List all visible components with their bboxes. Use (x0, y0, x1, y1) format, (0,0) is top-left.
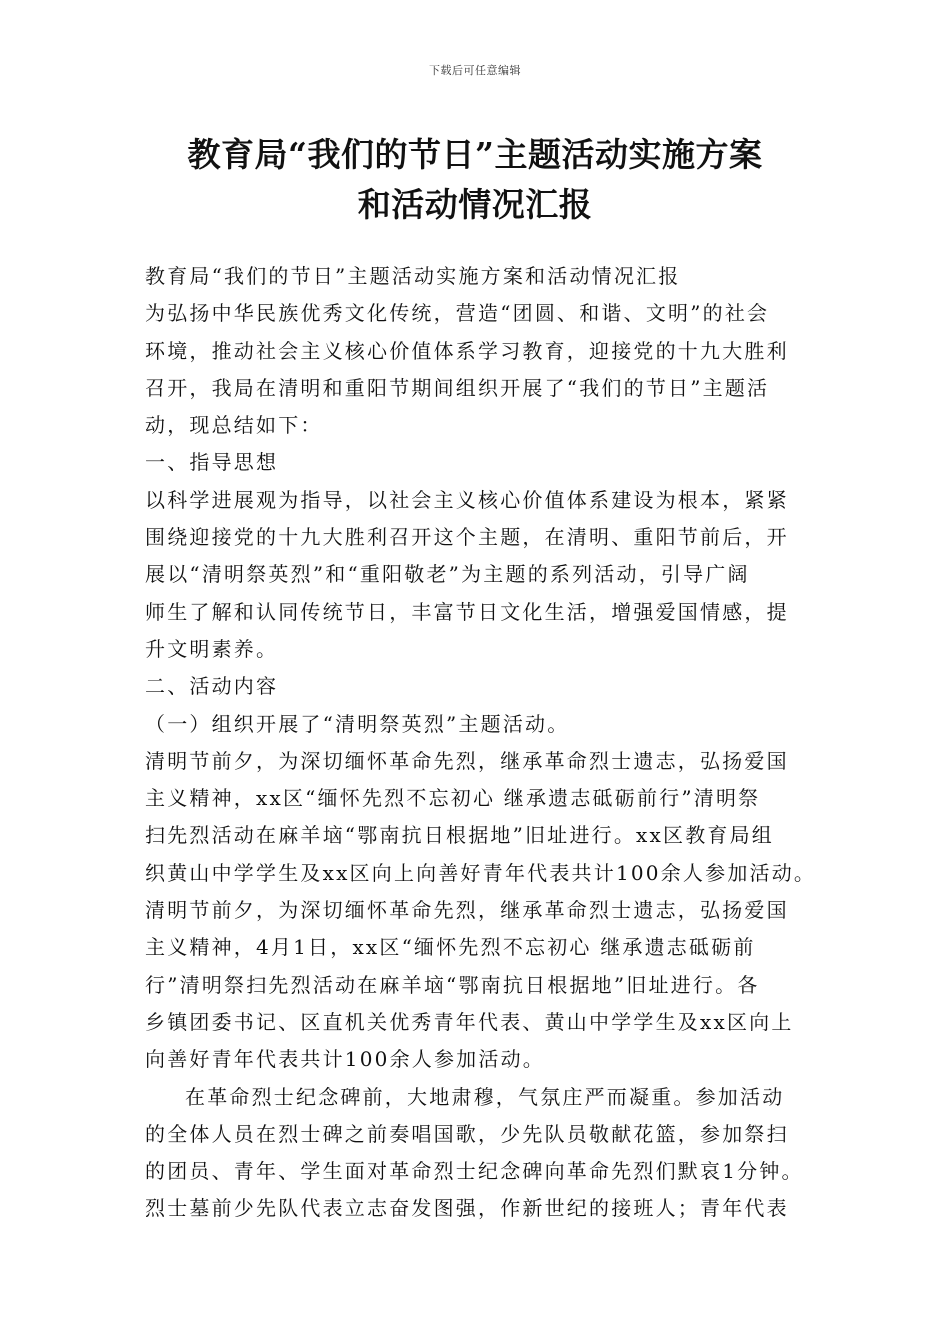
body-line: 升文明素养。 (145, 636, 279, 661)
body-line: 向善好青年代表共计100余人参加活动。 (145, 1047, 545, 1072)
document-title (120, 130, 830, 230)
body-line: 的全体人员在烈士碑之前奏唱国歌，少先队员敬献花篮，参加祭扫 (145, 1121, 789, 1146)
body-line: 展以“清明祭英烈”和“重阳敬老”为主题的系列活动，引导广阔 (145, 562, 750, 587)
body-line: 环境，推动社会主义核心价值体系学习教育，迎接党的十九大胜利 (145, 338, 789, 363)
section-heading: 二、活动内容 (145, 674, 279, 699)
document-body (145, 258, 817, 1228)
body-line: 扫先烈活动在麻羊垴“鄂南抗日根据地”旧址进行。xx区教育局组 (145, 823, 775, 848)
body-line: 围绕迎接党的十九大胜利召开这个主题，在清明、重阳节前后，开 (145, 525, 789, 550)
subsection-heading: （一）组织开展了“清明祭英烈”主题活动。 (145, 711, 570, 736)
body-line: 动，现总结如下： (145, 413, 323, 438)
body-line: 在革命烈士纪念碑前，大地肃穆，气氛庄严而凝重。参加活动 (185, 1084, 785, 1109)
body-line: 清明节前夕，为深切缅怀革命先烈，继承革命烈士遗志，弘扬爱国 (145, 748, 789, 773)
body-line: 主义精神，4月1日，xx区“缅怀先烈不忘初心 继承遗志砥砺前 (145, 935, 756, 960)
header-note: 下载后可任意编辑 (429, 64, 521, 77)
body-line: 主义精神，xx区“缅怀先烈不忘初心 继承遗志砥砺前行”清明祭 (145, 786, 761, 811)
body-line: 烈士墓前少先队代表立志奋发图强，作新世纪的接班人；青年代表 (145, 1196, 789, 1221)
body-line: 的团员、青年、学生面对革命烈士纪念碑向革命先烈们默哀1分钟。 (145, 1159, 804, 1184)
body-line: 行”清明祭扫先烈活动在麻羊垴“鄂南抗日根据地”旧址进行。各 (145, 972, 760, 997)
body-line: 织黄山中学学生及xx区向上向善好青年代表共计100余人参加活动。 (145, 860, 817, 885)
body-line: 清明节前夕，为深切缅怀革命先烈，继承革命烈士遗志，弘扬爱国 (145, 898, 789, 923)
body-line: 为弘扬中华民族优秀文化传统，营造“团圆、和谐、文明”的社会 (145, 301, 770, 326)
body-line: 教育局“我们的节日”主题活动实施方案和活动情况汇报 (145, 264, 681, 288)
title-line-1: 教育局“我们的节日”主题活动实施方案 (187, 135, 763, 174)
body-line: 以科学进展观为指导，以社会主义核心价值体系建设为根本，紧紧 (145, 487, 789, 512)
body-line: 召开，我局在清明和重阳节期间组织开展了“我们的节日”主题活 (145, 375, 770, 400)
body-line: 乡镇团委书记、区直机关优秀青年代表、黄山中学学生及xx区向上 (145, 1009, 794, 1034)
title-line-2: 和活动情况汇报 (357, 185, 593, 224)
section-heading: 一、指导思想 (145, 450, 279, 475)
body-line: 师生了解和认同传统节日，丰富节日文化生活，增强爱国情感，提 (145, 599, 789, 624)
